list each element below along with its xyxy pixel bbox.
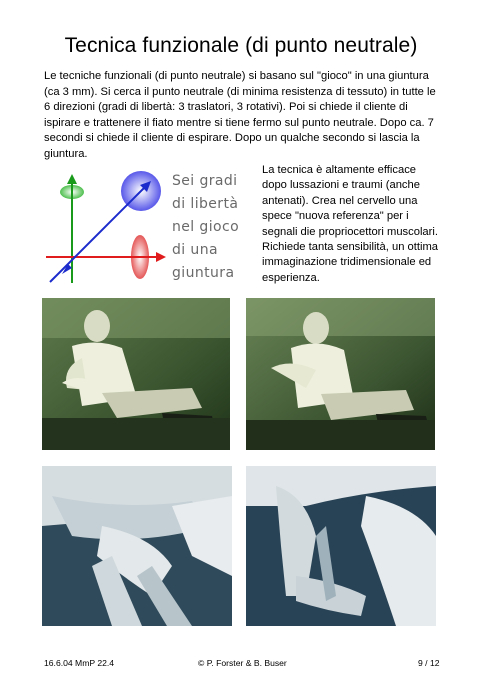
caption-line: di libertà	[172, 196, 239, 212]
footer-copyright: © P. Forster & B. Buser	[198, 658, 287, 668]
diagram-caption	[172, 170, 262, 285]
degrees-of-freedom-diagram	[40, 168, 170, 288]
caption-line: nel gioco	[172, 219, 240, 235]
footer-date: 16.6.04 MmP 22.4	[44, 658, 115, 668]
side-paragraph: La tecnica è altamente efficace dopo lussazioni e traumi (anche antenati). Crea nel cervello una spece "nuova referenza" per i segnali die propriocettori muscolari. Richiede tanta sensibilità, un ottima immaginazione tridimensionale ed esperienza.	[262, 164, 438, 284]
photo-therapist-seated-1	[42, 298, 230, 450]
caption-line: di una	[172, 242, 218, 258]
photo-hands-knee-closeup	[42, 466, 232, 626]
caption-line: giuntura	[172, 265, 235, 281]
intro-paragraph: Le tecniche funzionali (di punto neutrale) si basano sul "gioco" in una giuntura (ca 3 mm). Si cerca il punto neutrale (di minima resistenza di tessuto) in tutte le 6 direzioni (gradi di libertà: 3 traslatori, 3 rotativi). Poi si chiede il cliente di ispirare e trattenere il fiato mentre si tiene fermo sul punto neutrale. Dopo ca. 7 secondi si chiede il cliente di espirare. Dopo un qualche secondo si lascia la giuntura.	[44, 70, 436, 160]
footer-page-number: 9 / 12	[418, 658, 440, 668]
photo-therapist-seated-2	[246, 298, 435, 450]
photo-hands-foot-closeup	[246, 466, 436, 626]
page-title: Tecnica funzionale (di punto neutrale)	[64, 34, 418, 57]
caption-line: Sei gradi	[172, 173, 238, 189]
